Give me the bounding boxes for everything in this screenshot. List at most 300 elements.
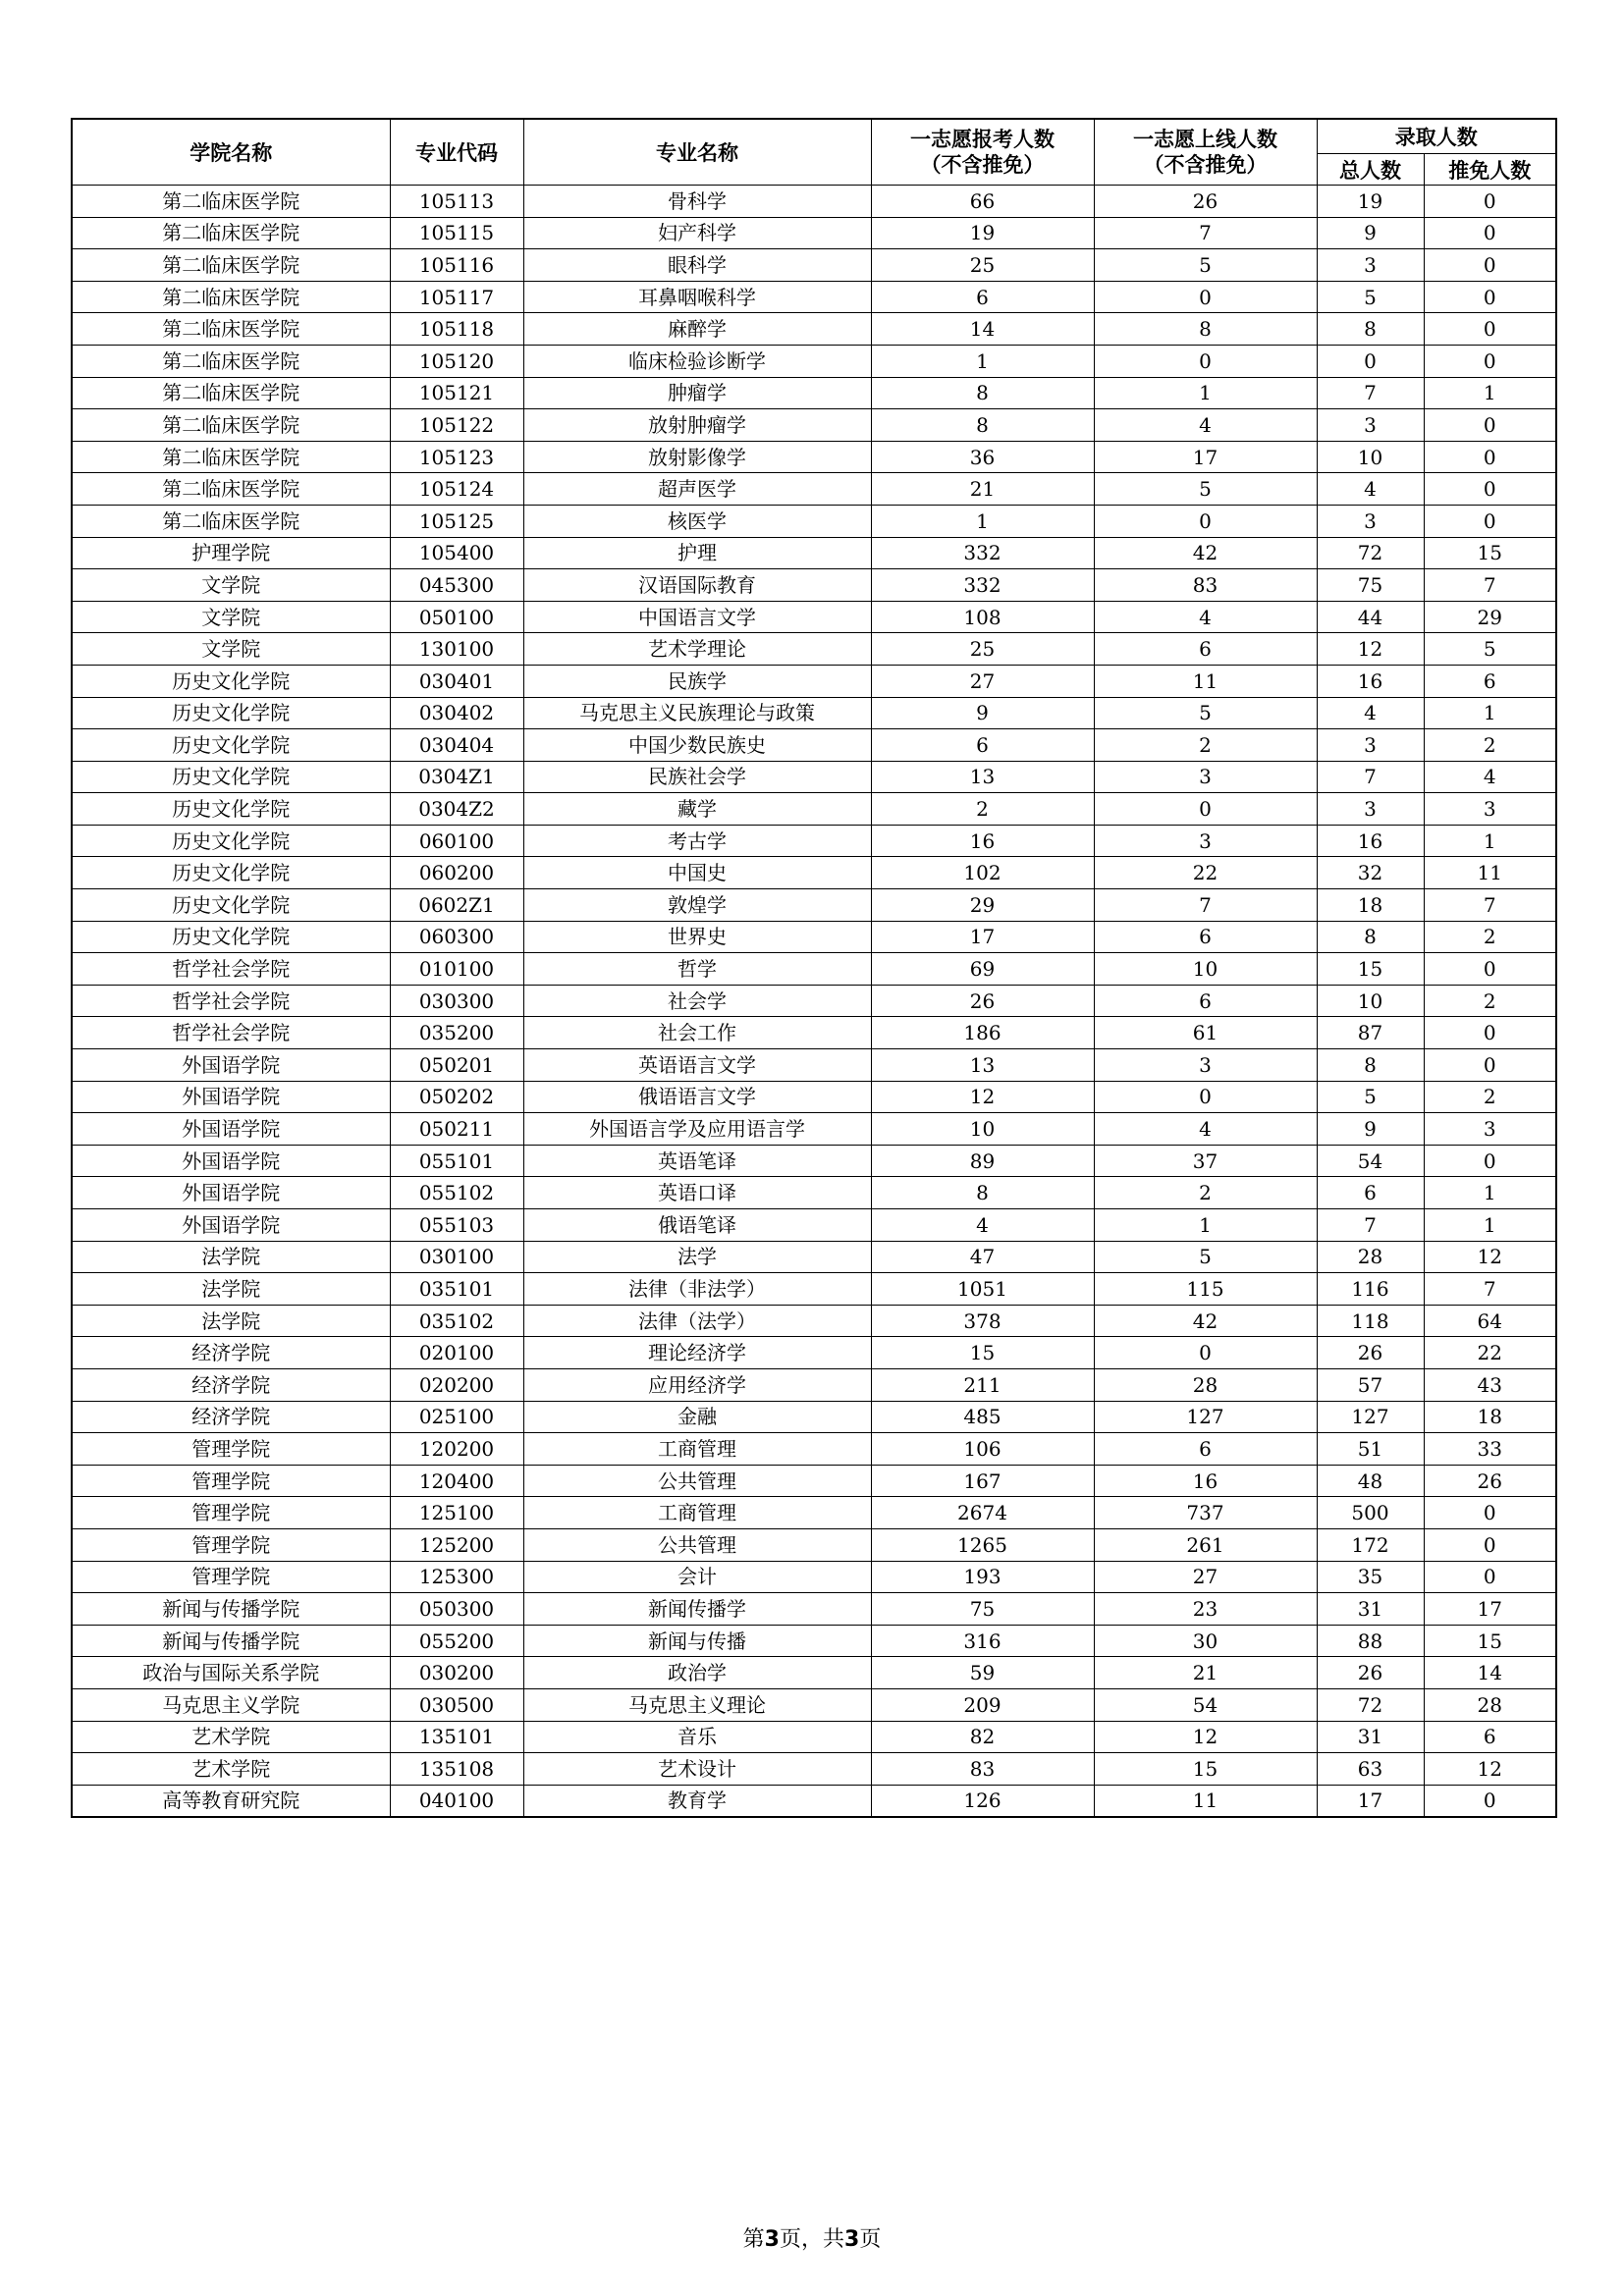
cell-major: 法学 [523,1241,871,1273]
cell-admitted-total: 3 [1317,793,1424,826]
cell-passed: 11 [1094,665,1317,697]
cell-passed: 5 [1094,473,1317,506]
cell-college: 新闻与传播学院 [72,1593,390,1626]
cell-admitted-total: 172 [1317,1528,1424,1561]
cell-admitted-exempt: 29 [1424,601,1556,633]
cell-admitted-exempt: 0 [1424,441,1556,473]
cell-college: 哲学社会学院 [72,953,390,986]
cell-college: 政治与国际关系学院 [72,1657,390,1689]
cell-code: 105124 [390,473,523,506]
cell-admitted-total: 7 [1317,1209,1424,1242]
footer-middle: 页，共 [779,2227,844,2252]
cell-admitted-exempt: 0 [1424,281,1556,313]
cell-passed: 17 [1094,441,1317,473]
table-row [72,377,1556,409]
table-row [72,665,1556,697]
cell-major: 理论经济学 [523,1337,871,1369]
cell-admitted-total: 87 [1317,1017,1424,1049]
cell-code: 105113 [390,186,523,218]
cell-major: 法律（非法学） [523,1273,871,1306]
cell-applicants: 75 [871,1593,1094,1626]
cell-college: 经济学院 [72,1337,390,1369]
cell-code: 050202 [390,1081,523,1113]
cell-applicants: 102 [871,857,1094,889]
cell-code: 020100 [390,1337,523,1369]
cell-applicants: 485 [871,1401,1094,1433]
cell-college: 护理学院 [72,537,390,569]
cell-passed: 27 [1094,1561,1317,1593]
header-applicants-line2: （不含推免） [920,153,1045,177]
cell-admitted-exempt: 0 [1424,345,1556,377]
cell-major: 音乐 [523,1721,871,1753]
cell-admitted-exempt: 11 [1424,857,1556,889]
cell-code: 135108 [390,1753,523,1786]
cell-admitted-exempt: 6 [1424,1721,1556,1753]
cell-college: 第二临床医学院 [72,473,390,506]
table-row [72,345,1556,377]
cell-major: 公共管理 [523,1528,871,1561]
cell-passed: 10 [1094,953,1317,986]
cell-code: 055102 [390,1177,523,1209]
cell-admitted-total: 88 [1317,1625,1424,1657]
cell-major: 眼科学 [523,249,871,282]
cell-college: 第二临床医学院 [72,505,390,537]
cell-passed: 1 [1094,1209,1317,1242]
cell-passed: 127 [1094,1401,1317,1433]
cell-code: 010100 [390,953,523,986]
cell-admitted-exempt: 1 [1424,1209,1556,1242]
cell-admitted-total: 75 [1317,569,1424,602]
cell-applicants: 167 [871,1465,1094,1497]
cell-major: 社会学 [523,985,871,1017]
cell-college: 外国语学院 [72,1081,390,1113]
table-row [72,1593,1556,1626]
cell-admitted-exempt: 1 [1424,377,1556,409]
cell-admitted-total: 63 [1317,1753,1424,1786]
cell-major: 工商管理 [523,1433,871,1466]
cell-major: 放射肿瘤学 [523,409,871,442]
cell-code: 035200 [390,1017,523,1049]
cell-major: 公共管理 [523,1465,871,1497]
cell-admitted-exempt: 7 [1424,1273,1556,1306]
table-row [72,697,1556,729]
cell-passed: 6 [1094,985,1317,1017]
cell-code: 030404 [390,729,523,762]
cell-major: 世界史 [523,921,871,953]
cell-college: 哲学社会学院 [72,1017,390,1049]
cell-admitted-total: 3 [1317,409,1424,442]
cell-passed: 4 [1094,1113,1317,1146]
cell-passed: 0 [1094,281,1317,313]
cell-admitted-total: 57 [1317,1368,1424,1401]
cell-passed: 22 [1094,857,1317,889]
cell-code: 055103 [390,1209,523,1242]
table-row [72,1049,1556,1082]
table-row [72,857,1556,889]
cell-admitted-exempt: 3 [1424,1113,1556,1146]
cell-passed: 23 [1094,1593,1317,1626]
cell-admitted-exempt: 0 [1424,313,1556,346]
cell-admitted-total: 7 [1317,761,1424,793]
cell-passed: 16 [1094,1465,1317,1497]
cell-applicants: 1 [871,505,1094,537]
cell-admitted-total: 9 [1317,217,1424,249]
cell-applicants: 25 [871,633,1094,666]
cell-major: 护理 [523,537,871,569]
cell-passed: 5 [1094,1241,1317,1273]
cell-major: 肿瘤学 [523,377,871,409]
cell-admitted-total: 5 [1317,1081,1424,1113]
cell-college: 管理学院 [72,1528,390,1561]
cell-college: 法学院 [72,1241,390,1273]
cell-applicants: 211 [871,1368,1094,1401]
cell-passed: 54 [1094,1688,1317,1721]
table-row [72,1785,1556,1817]
cell-admitted-total: 8 [1317,313,1424,346]
cell-major: 核医学 [523,505,871,537]
cell-admitted-total: 3 [1317,505,1424,537]
cell-college: 第二临床医学院 [72,217,390,249]
cell-passed: 12 [1094,1721,1317,1753]
cell-applicants: 17 [871,921,1094,953]
cell-admitted-total: 500 [1317,1497,1424,1529]
cell-applicants: 9 [871,697,1094,729]
cell-passed: 0 [1094,793,1317,826]
cell-admitted-exempt: 1 [1424,825,1556,857]
cell-college: 历史文化学院 [72,729,390,762]
cell-college: 管理学院 [72,1497,390,1529]
cell-admitted-exempt: 18 [1424,1401,1556,1433]
cell-admitted-total: 12 [1317,633,1424,666]
table-row [72,1241,1556,1273]
cell-major: 民族学 [523,665,871,697]
table-row [72,1561,1556,1593]
cell-admitted-exempt: 7 [1424,569,1556,602]
cell-admitted-exempt: 0 [1424,186,1556,218]
cell-applicants: 83 [871,1753,1094,1786]
table-row [72,1368,1556,1401]
cell-major: 法律（法学） [523,1305,871,1337]
cell-admitted-total: 72 [1317,1688,1424,1721]
cell-major: 耳鼻咽喉科学 [523,281,871,313]
cell-college: 外国语学院 [72,1209,390,1242]
cell-code: 030500 [390,1688,523,1721]
cell-code: 105118 [390,313,523,346]
table-row [72,186,1556,218]
cell-admitted-exempt: 1 [1424,697,1556,729]
table-row [72,537,1556,569]
cell-passed: 61 [1094,1017,1317,1049]
cell-major: 教育学 [523,1785,871,1817]
cell-code: 105123 [390,441,523,473]
cell-admitted-total: 127 [1317,1401,1424,1433]
cell-college: 管理学院 [72,1465,390,1497]
cell-college: 外国语学院 [72,1049,390,1082]
cell-passed: 42 [1094,537,1317,569]
cell-passed: 6 [1094,1433,1317,1466]
cell-admitted-exempt: 4 [1424,761,1556,793]
cell-admitted-total: 3 [1317,249,1424,282]
cell-applicants: 13 [871,1049,1094,1082]
cell-college: 外国语学院 [72,1113,390,1146]
table-row [72,1017,1556,1049]
cell-major: 藏学 [523,793,871,826]
cell-major: 政治学 [523,1657,871,1689]
cell-passed: 3 [1094,1049,1317,1082]
cell-code: 050300 [390,1593,523,1626]
table-row [72,1721,1556,1753]
cell-admitted-total: 19 [1317,186,1424,218]
cell-major: 俄语语言文学 [523,1081,871,1113]
cell-code: 035101 [390,1273,523,1306]
cell-admitted-total: 72 [1317,537,1424,569]
cell-admitted-exempt: 22 [1424,1337,1556,1369]
cell-admitted-exempt: 17 [1424,1593,1556,1626]
cell-applicants: 21 [871,473,1094,506]
table-row [72,1177,1556,1209]
table-row [72,249,1556,282]
cell-code: 135101 [390,1721,523,1753]
cell-admitted-total: 4 [1317,697,1424,729]
cell-passed: 6 [1094,921,1317,953]
cell-applicants: 8 [871,409,1094,442]
table-row [72,729,1556,762]
cell-college: 文学院 [72,601,390,633]
cell-admitted-exempt: 1 [1424,1177,1556,1209]
cell-code: 020200 [390,1368,523,1401]
cell-major: 骨科学 [523,186,871,218]
cell-college: 历史文化学院 [72,793,390,826]
header-passed-line2: （不含推免） [1143,153,1268,177]
table-row [72,1465,1556,1497]
table-row [72,953,1556,986]
cell-major: 妇产科学 [523,217,871,249]
header-passed-line1: 一志愿上线人数 [1133,127,1277,151]
admissions-table [71,118,1557,1818]
cell-passed: 8 [1094,313,1317,346]
table-row [72,1401,1556,1433]
cell-college: 历史文化学院 [72,857,390,889]
table-row [72,1688,1556,1721]
cell-code: 030200 [390,1657,523,1689]
cell-applicants: 14 [871,313,1094,346]
footer-suffix: 页 [859,2227,882,2252]
cell-code: 0602Z1 [390,889,523,922]
table-row [72,633,1556,666]
cell-applicants: 1 [871,345,1094,377]
table-row [72,473,1556,506]
cell-admitted-exempt: 0 [1424,409,1556,442]
cell-code: 050211 [390,1113,523,1146]
table-row [72,1113,1556,1146]
cell-college: 艺术学院 [72,1753,390,1786]
cell-major: 金融 [523,1401,871,1433]
cell-major: 英语笔译 [523,1145,871,1177]
table-row [72,1145,1556,1177]
cell-admitted-total: 8 [1317,921,1424,953]
table-row [72,1273,1556,1306]
cell-passed: 21 [1094,1657,1317,1689]
cell-major: 新闻传播学 [523,1593,871,1626]
cell-code: 0304Z2 [390,793,523,826]
cell-code: 045300 [390,569,523,602]
cell-passed: 28 [1094,1368,1317,1401]
table-row [72,569,1556,602]
cell-college: 第二临床医学院 [72,441,390,473]
header-major: 专业名称 [523,119,871,186]
cell-college: 经济学院 [72,1401,390,1433]
cell-applicants: 193 [871,1561,1094,1593]
cell-admitted-exempt: 2 [1424,985,1556,1017]
table-row [72,889,1556,922]
cell-passed: 1 [1094,377,1317,409]
cell-admitted-total: 26 [1317,1337,1424,1369]
cell-college: 法学院 [72,1273,390,1306]
cell-code: 105116 [390,249,523,282]
cell-applicants: 6 [871,281,1094,313]
table-row [72,281,1556,313]
cell-college: 经济学院 [72,1368,390,1401]
cell-admitted-exempt: 0 [1424,953,1556,986]
cell-applicants: 332 [871,537,1094,569]
cell-college: 外国语学院 [72,1177,390,1209]
cell-major: 俄语笔译 [523,1209,871,1242]
cell-major: 中国史 [523,857,871,889]
cell-admitted-total: 10 [1317,985,1424,1017]
cell-admitted-total: 17 [1317,1785,1424,1817]
cell-major: 马克思主义民族理论与政策 [523,697,871,729]
cell-applicants: 1265 [871,1528,1094,1561]
cell-admitted-exempt: 3 [1424,793,1556,826]
cell-admitted-exempt: 33 [1424,1433,1556,1466]
cell-admitted-total: 16 [1317,665,1424,697]
cell-passed: 737 [1094,1497,1317,1529]
cell-applicants: 332 [871,569,1094,602]
cell-passed: 30 [1094,1625,1317,1657]
cell-college: 第二临床医学院 [72,186,390,218]
cell-passed: 3 [1094,761,1317,793]
cell-passed: 42 [1094,1305,1317,1337]
cell-admitted-exempt: 0 [1424,1049,1556,1082]
cell-college: 历史文化学院 [72,889,390,922]
cell-code: 120400 [390,1465,523,1497]
table-header [72,119,1556,186]
cell-applicants: 47 [871,1241,1094,1273]
header-applicants [871,119,1094,186]
cell-college: 历史文化学院 [72,761,390,793]
table-row [72,921,1556,953]
cell-passed: 7 [1094,889,1317,922]
cell-applicants: 19 [871,217,1094,249]
cell-code: 105400 [390,537,523,569]
cell-admitted-total: 18 [1317,889,1424,922]
cell-college: 高等教育研究院 [72,1785,390,1817]
cell-passed: 0 [1094,505,1317,537]
cell-admitted-exempt: 26 [1424,1465,1556,1497]
cell-code: 050100 [390,601,523,633]
cell-college: 外国语学院 [72,1145,390,1177]
cell-code: 105125 [390,505,523,537]
cell-admitted-total: 10 [1317,441,1424,473]
cell-admitted-total: 51 [1317,1433,1424,1466]
cell-admitted-exempt: 6 [1424,665,1556,697]
cell-college: 法学院 [72,1305,390,1337]
cell-college: 文学院 [72,569,390,602]
cell-code: 055101 [390,1145,523,1177]
table-row [72,793,1556,826]
table-row [72,1497,1556,1529]
table-row [72,505,1556,537]
cell-passed: 83 [1094,569,1317,602]
table-row [72,1528,1556,1561]
cell-code: 120200 [390,1433,523,1466]
cell-passed: 0 [1094,1081,1317,1113]
cell-applicants: 12 [871,1081,1094,1113]
admissions-table-container [71,118,1555,1818]
cell-code: 105115 [390,217,523,249]
footer-prefix: 第 [742,2227,765,2252]
cell-admitted-exempt: 0 [1424,249,1556,282]
cell-applicants: 13 [871,761,1094,793]
cell-passed: 0 [1094,1337,1317,1369]
cell-applicants: 6 [871,729,1094,762]
header-code: 专业代码 [390,119,523,186]
header-admitted-exempt: 推免人数 [1424,154,1556,186]
cell-passed: 4 [1094,601,1317,633]
cell-passed: 261 [1094,1528,1317,1561]
cell-admitted-total: 35 [1317,1561,1424,1593]
cell-passed: 3 [1094,825,1317,857]
cell-applicants: 27 [871,665,1094,697]
cell-code: 025100 [390,1401,523,1433]
cell-applicants: 82 [871,1721,1094,1753]
cell-admitted-total: 7 [1317,377,1424,409]
cell-admitted-exempt: 0 [1424,1145,1556,1177]
table-row [72,1209,1556,1242]
cell-applicants: 26 [871,985,1094,1017]
cell-admitted-exempt: 12 [1424,1753,1556,1786]
table-row [72,1625,1556,1657]
table-row [72,825,1556,857]
table-row [72,1337,1556,1369]
cell-admitted-exempt: 64 [1424,1305,1556,1337]
cell-applicants: 66 [871,186,1094,218]
cell-major: 应用经济学 [523,1368,871,1401]
table-row [72,1081,1556,1113]
cell-code: 060100 [390,825,523,857]
cell-applicants: 36 [871,441,1094,473]
cell-major: 社会工作 [523,1017,871,1049]
cell-admitted-total: 28 [1317,1241,1424,1273]
cell-code: 035102 [390,1305,523,1337]
cell-passed: 5 [1094,249,1317,282]
cell-admitted-total: 31 [1317,1593,1424,1626]
header-admitted: 录取人数 [1317,119,1556,154]
page-footer [0,2222,1624,2253]
cell-applicants: 25 [871,249,1094,282]
table-body [72,186,1556,1818]
cell-passed: 2 [1094,729,1317,762]
cell-code: 040100 [390,1785,523,1817]
cell-admitted-exempt: 0 [1424,505,1556,537]
cell-major: 新闻与传播 [523,1625,871,1657]
cell-applicants: 69 [871,953,1094,986]
cell-admitted-total: 3 [1317,729,1424,762]
cell-applicants: 126 [871,1785,1094,1817]
cell-admitted-total: 0 [1317,345,1424,377]
cell-admitted-exempt: 0 [1424,1785,1556,1817]
cell-major: 汉语国际教育 [523,569,871,602]
